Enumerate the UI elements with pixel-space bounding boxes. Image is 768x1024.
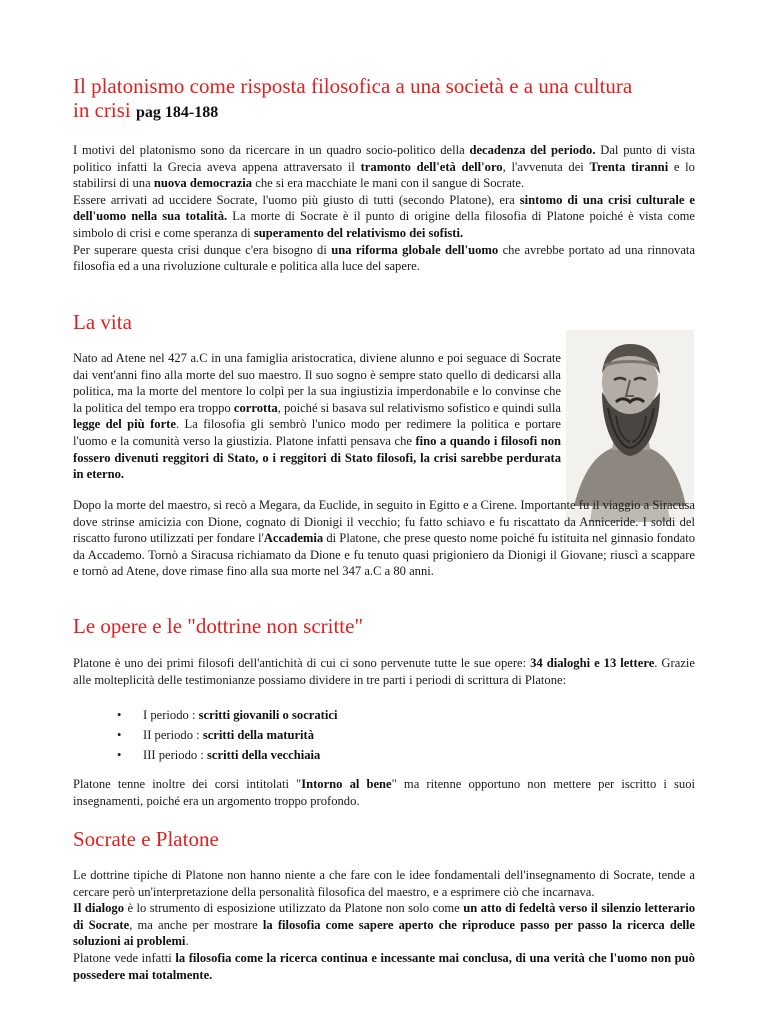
periods-list — [73, 705, 695, 765]
bold-text-run: Intorno al bene — [301, 777, 392, 791]
period-description: scritti giovanili o socratici — [198, 708, 338, 722]
bold-text-run: sintomo di una crisi culturale e dell'uomo nella sua totalità. — [73, 192, 695, 224]
periods-list-wrap — [73, 705, 695, 765]
bold-text-run: nuova democrazia — [153, 176, 253, 191]
intro-paragraph-2 — [73, 192, 695, 242]
bold-text-run: legge del più forte — [73, 417, 176, 432]
text-run: La morte di Socrate è il punto di origine della filosofia di Platone poiché è vista come simbolo di crisi e come speranza di — [73, 209, 695, 240]
bold-text-run: Accademia — [263, 531, 324, 546]
text-run: , poiché si basava sul relativismo sofistico e quindi sulla — [277, 400, 562, 415]
title-heading — [73, 74, 695, 125]
text-run: di Platone, che prese questo nome poiché fu istituita nel ginnasio fondato da Accademo. Tornò a Siracusa richiamato da Dione e fu tenuto quasi prigioniero da Dionigi il Giovane; riuscì a scappare e tornò ad Atene, dove rimase fino alla sua morte nel 347 a.C a 80 anni. — [73, 531, 695, 579]
period-item-2 — [73, 725, 695, 745]
bold-text-run: superamento del relativismo dei sofisti. — [253, 225, 464, 240]
opere-section — [73, 655, 695, 688]
socrate-paragraph-2 — [73, 900, 695, 950]
section-heading-opere-wrap — [73, 614, 695, 638]
socrate-paragraph-1 — [73, 867, 695, 900]
text-run: Essere arrivati ad uccidere Socrate, l'uomo più giusto di tutti (secondo Platone), era — [73, 192, 520, 207]
vita-text-below — [73, 497, 695, 580]
document-title — [73, 74, 695, 125]
bold-text-run: decadenza del periodo. — [469, 143, 596, 157]
bullet-icon: • — [117, 728, 122, 742]
text-run: che si era macchiate le mani con il sangue di Socrate. — [252, 176, 525, 191]
page-reference: pag 184-188 — [136, 104, 219, 121]
opere-paragraph-1 — [73, 655, 695, 688]
bullet-icon: • — [117, 748, 122, 762]
period-label: I periodo : — [143, 708, 199, 722]
text-run: Le dottrine tipiche di Platone non hanno niente a che fare con le idee fondamentali dell'insegnamento di Socrate, tende a cercare però un'interpretazione della personalità filosofica del maestro, e a esprimere ciò che incarnava. — [73, 868, 695, 899]
text-run: , l'avvenuta dei — [502, 159, 590, 174]
opere-section-2 — [73, 776, 695, 809]
intro-paragraph-3 — [73, 242, 695, 275]
period-label: III periodo : — [143, 748, 207, 762]
text-run: . — [185, 934, 189, 949]
text-run: , ma anche per mostrare — [129, 917, 263, 932]
intro-paragraph-1 — [73, 142, 695, 192]
bold-text-run: la filosofia come la ricerca continua e incessante mai conclusa, di una verità che l'uomo non può possedere mai totalmente. — [73, 950, 695, 982]
bold-text-run: corrotta — [233, 400, 278, 415]
vita-paragraph-2 — [73, 497, 695, 580]
title-line-2: in crisi — [73, 98, 131, 122]
period-item-3 — [73, 745, 695, 765]
text-run: I motivi del platonismo sono da ricercare in un quadro socio-politico della — [73, 143, 470, 157]
bold-text-run: 34 dialoghi e 13 lettere — [530, 656, 655, 670]
plato-bust-illustration — [566, 330, 694, 522]
period-description: scritti della maturità — [202, 728, 315, 742]
period-description: scritti della vecchiaia — [207, 748, 321, 762]
text-run: " ma ritenne opportuno non mettere per iscritto i suoi insegnamenti, poiché era un argomento troppo profondo. — [73, 777, 695, 808]
bullet-icon: • — [117, 708, 122, 722]
bold-text-run: fino a quando i filosofi non fossero divenuti reggitori di Stato, o i reggitori di Stato filosofi, la crisi sarebbe perdurata in eterno. — [73, 433, 562, 482]
vita-paragraph-1 — [73, 350, 561, 483]
text-run: Dal punto di vista politico infatti la Grecia aveva appena attraversato il — [73, 143, 696, 174]
text-run: Platone è uno dei primi filosofi dell'antichità di cui ci sono pervenute tutte le sue opere: — [73, 656, 531, 670]
text-run: che avrebbe portato ad una rinnovata filosofia ed a una rivoluzione culturale e politica alla luce del sapere. — [73, 242, 696, 274]
section-heading-socrate-wrap — [73, 827, 695, 851]
intro-section — [73, 142, 695, 275]
text-run: Nato ad Atene nel 427 a.C in una famiglia aristocratica, diviene alunno e poi seguace di Socrate dai vent'anni fino alla morte del suo maestro. Il suo sogno è sempre stato quello di dedicarsi alla politica, ma la morte del mentore lo colpì per la sua ingiustizia imperdonabile e lo convinse che la politica del tempo era troppo — [73, 351, 561, 415]
text-run: . La filosofia gli sembrò l'unico modo per redimere la politica e portare l'uomo e la comunità verso la giustizia. Platone infatti pensava che — [73, 417, 562, 448]
text-run: e lo stabilirsi di una — [73, 159, 695, 191]
bold-text-run: un atto di fedeltà verso il silenzio letterario di Socrate — [73, 901, 695, 932]
bold-text-run: tramonto dell'età dell'oro — [360, 159, 503, 174]
text-run: Per superare questa crisi dunque c'era bisogno di — [73, 242, 332, 257]
section-heading-opere: Le opere e le "dottrine non scritte" — [73, 614, 364, 638]
section-heading-socrate: Socrate e Platone — [73, 827, 219, 851]
period-label: II periodo : — [143, 728, 203, 742]
bold-text-run: Il dialogo — [73, 901, 125, 916]
opere-paragraph-2 — [73, 776, 695, 809]
text-run: è lo strumento di esposizione utilizzato da Platone non solo come — [124, 901, 464, 916]
plato-bust-image — [566, 330, 694, 522]
socrate-paragraph-3 — [73, 950, 695, 983]
vita-text-beside-image — [73, 350, 561, 483]
period-item-1 — [73, 705, 695, 725]
text-run: . Grazie alle molteplicità delle testimonianze possiamo dividere in tre parti i periodi di scrittura di Platone: — [73, 656, 695, 687]
bold-text-run: Trenta tiranni — [589, 159, 669, 174]
text-run: Dopo la morte del maestro, si recò a Megara, da Euclide, in seguito in Egitto e a Cirene. Importante fu il viaggio a Siracusa dove strinse amicizia con Dione, cognato di Dionigi il vecchio; fu fatto schiavo e fu riscattato da Anniceride. I soldi del riscatto furono utilizzati per fondare l' — [73, 498, 695, 546]
text-run: Platone vede infatti — [73, 950, 176, 965]
section-heading-vita: La vita — [73, 310, 132, 334]
bold-text-run: la filosofia come sapere aperto che riproduce passo per passo la ricerca delle soluzioni ai problemi — [73, 917, 696, 949]
title-line-1: Il platonismo come risposta filosofica a una società e a una cultura — [73, 74, 633, 98]
text-run: Platone tenne inoltre dei corsi intitolati " — [73, 777, 302, 791]
socrate-section — [73, 867, 695, 983]
bold-text-run: una riforma globale dell'uomo — [331, 242, 499, 257]
